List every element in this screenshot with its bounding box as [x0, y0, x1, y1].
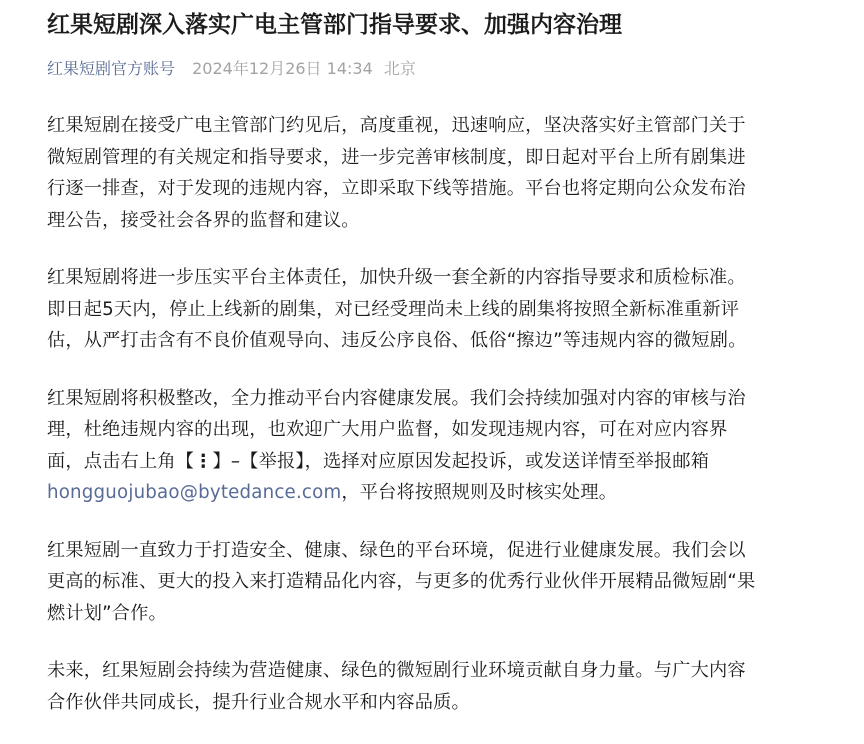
paragraph-line: 理公告，接受社会各界的监督和建议。 [47, 209, 360, 231]
report-instruction-text: ，平台将按照规则及时核实处理。 [341, 482, 618, 503]
paragraph-2 [47, 262, 837, 357]
paragraph-line: 红果短剧在接受广电主管部门约见后，高度重视，迅速响应，坚决落实好主管部门关于 [47, 115, 746, 136]
account-link[interactable]: 红果短剧官方账号 [47, 59, 176, 78]
article-body [47, 110, 837, 718]
paragraph-line: 未来，红果短剧会持续为营造健康、绿色的微短剧行业环境贡献自身力量。与广大内容 [47, 660, 746, 681]
paragraph-3 [47, 383, 837, 509]
paragraph-line: 即日起5天内，停止上线新的剧集，对已经受理尚未上线的剧集将按照全新标准重新评 [47, 298, 740, 320]
paragraph-5 [47, 655, 837, 718]
paragraph-line: 红果短剧将积极整改，全力推动平台内容健康发展。我们会持续加强对内容的审核与治 [47, 387, 746, 409]
paragraph-line: 合作伙伴共同成长，提升行业合规水平和内容品质。 [47, 691, 470, 713]
paragraph-line: 红果短剧将进一步压实平台主体责任，加快升级一套全新的内容指导要求和质检标准。 [47, 267, 746, 288]
report-email-link[interactable]: hongguojubao@bytedance.com [47, 482, 342, 503]
paragraph-line [47, 446, 837, 478]
paragraph-line: 燃计划”合作。 [47, 602, 167, 624]
paragraph-line: 估，从严打击含有不良价值观导向、违反公序良俗、低俗“擦边”等违规内容的微短剧。 [47, 330, 747, 351]
paragraph-line: 更高的标准、更大的投入来打造精品化内容，与更多的优秀行业伙伴开展精品微短剧“果 [47, 571, 756, 592]
paragraph-4 [47, 535, 837, 630]
report-instruction-text: 面，点击右上角【 [47, 450, 195, 472]
article-meta [47, 58, 837, 80]
paragraph-line: 理，杜绝违规内容的出现，也欢迎广大用户监督，如发现违规内容，可在对应内容界 [47, 419, 728, 440]
report-instruction-text: 】–【举报】，选择对应原因发起投诉，或发送详情至举报邮箱 [212, 450, 710, 472]
paragraph-line: 红果短剧一直致力于打造安全、健康、绿色的平台环境，促进行业健康发展。我们会以 [47, 539, 746, 561]
paragraph-line: 行逐一排查，对于发现的违规内容，立即采取下线等措施。平台也将定期向公众发布治 [47, 178, 746, 199]
more-options-icon: ⋮ [194, 450, 213, 472]
paragraph-1 [47, 110, 837, 236]
paragraph-line [47, 477, 837, 509]
article-title: 红果短剧深入落实广电主管部门指导要求、加强内容治理 [47, 12, 622, 38]
publish-date: 2024年12月26日 14:34 [192, 59, 373, 78]
publish-location: 北京 [383, 59, 416, 78]
article [47, 0, 837, 744]
paragraph-line: 微短剧管理的有关规定和指导要求，进一步完善审核制度，即日起对平台上所有剧集进 [47, 146, 746, 168]
